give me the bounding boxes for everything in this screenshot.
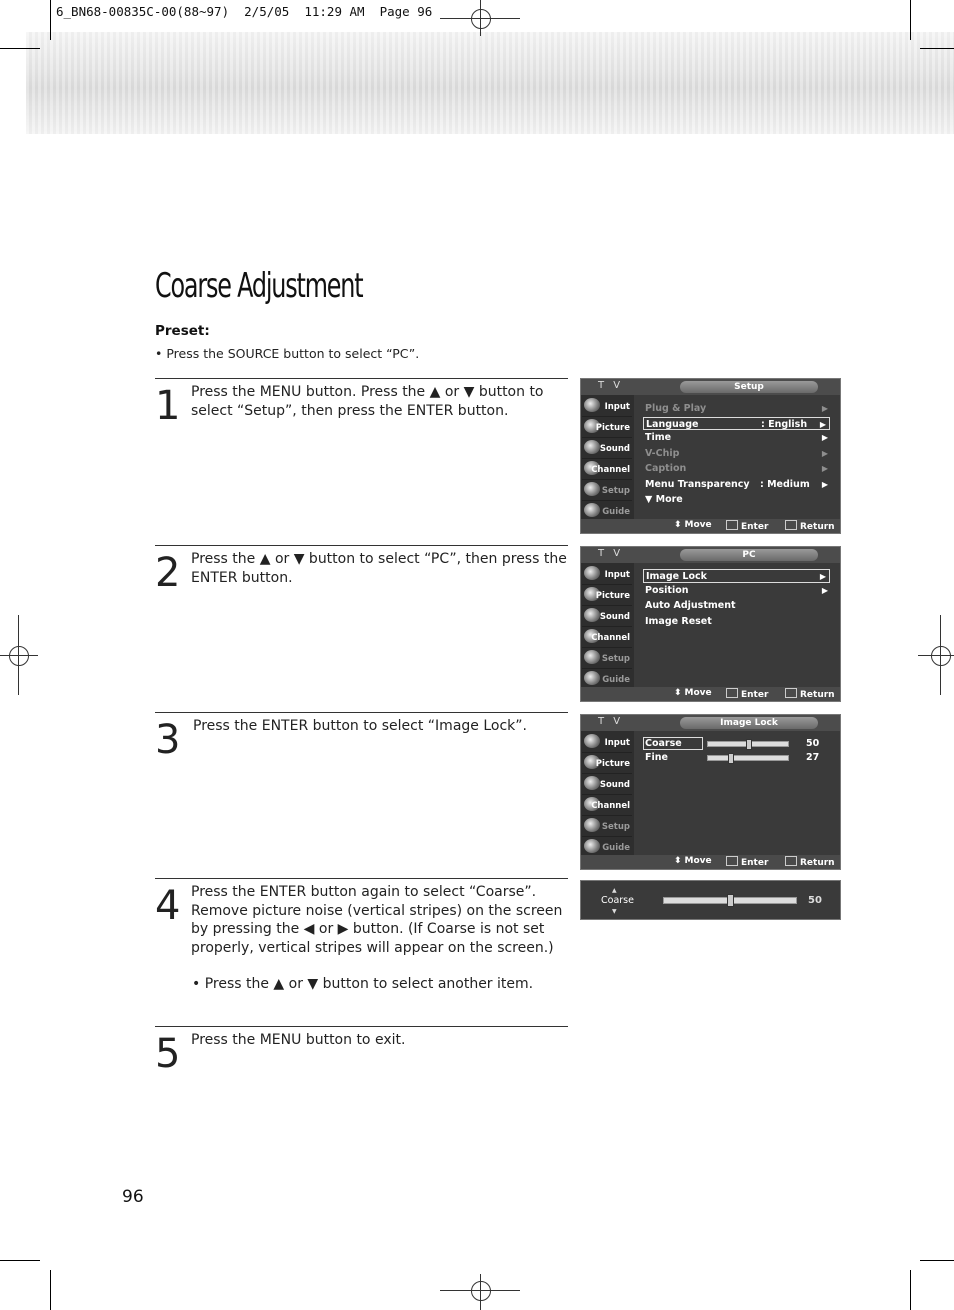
- menu-category-icon: [584, 776, 600, 790]
- osd-menu-row: [643, 430, 831, 446]
- chevron-right-icon: ▶: [819, 419, 826, 429]
- menu-category-icon: [584, 818, 600, 832]
- osd-sidebar: [581, 563, 634, 687]
- osd-sidebar-label: Input: [604, 402, 630, 412]
- osd-sidebar-label: Sound: [599, 444, 630, 454]
- menu-category-icon: [584, 566, 600, 580]
- osd-sidebar-item: [582, 649, 632, 669]
- menu-category-icon: [584, 839, 600, 853]
- osd-sidebar-item: [582, 481, 632, 501]
- menu-category-icon: [584, 734, 600, 748]
- step-number: 3: [155, 717, 181, 763]
- osd-sidebar-item: [582, 607, 632, 627]
- osd-sidebar-item: [582, 733, 632, 753]
- osd-pc-menu: [580, 546, 841, 702]
- osd-sidebar-label: Guide: [602, 843, 630, 853]
- osd-footer-item: [785, 520, 835, 532]
- osd-footer-label: Enter: [741, 858, 769, 868]
- osd-row-label: ▼ More: [645, 494, 683, 505]
- osd-coarse-bar: [580, 880, 841, 920]
- menu-category-icon: [584, 503, 600, 517]
- osd-row-label: Image Reset: [645, 615, 712, 627]
- step-5: [155, 1026, 568, 1087]
- step-3: [155, 712, 568, 873]
- osd-tv-label: T V: [598, 380, 624, 391]
- osd-menu-title: Image Lock: [680, 717, 818, 729]
- osd-sidebar-label: Setup: [601, 654, 630, 664]
- osd-sidebar-item: [582, 817, 632, 837]
- osd-slider-items: [643, 737, 831, 765]
- osd-footer: [581, 519, 840, 533]
- osd-menu-row: [643, 417, 830, 431]
- osd-slider-thumb: [728, 753, 734, 764]
- coarse-bar-thumb: [727, 894, 734, 907]
- osd-row-value: : English: [761, 418, 808, 430]
- menu-category-icon: [584, 398, 600, 412]
- enter-icon: [726, 520, 738, 530]
- osd-footer-item: [785, 856, 835, 868]
- osd-header: [581, 379, 840, 395]
- return-icon: [785, 688, 797, 698]
- osd-footer: [581, 855, 840, 869]
- osd-menu-items: [643, 401, 831, 508]
- osd-sidebar-label: Guide: [602, 675, 630, 685]
- osd-menu-row: [643, 446, 831, 462]
- osd-footer-item: [674, 688, 712, 698]
- osd-slider-track: [707, 741, 789, 747]
- osd-row-label: Caption: [645, 463, 687, 474]
- osd-slider-label: Fine: [645, 752, 668, 763]
- osd-menu-title: Setup: [680, 381, 818, 393]
- osd-footer-label: Enter: [741, 522, 769, 532]
- header-band: [26, 32, 954, 134]
- page-title: Coarse Adjustment: [155, 266, 363, 306]
- osd-sidebar-item: [582, 586, 632, 606]
- osd-menu-row: [643, 477, 831, 493]
- chevron-right-icon: ▶: [819, 572, 826, 581]
- osd-row-label: Position: [645, 584, 689, 596]
- osd-row-label: Menu Transparency: [645, 478, 750, 490]
- step-text: Press the ▲ or ▼ button to select “PC”, then press the ENTER button.: [191, 551, 567, 586]
- step-text: Press the MENU button. Press the ▲ or ▼ button to select “Setup”, then press the ENTER button.: [191, 384, 544, 419]
- osd-sidebar-item: [582, 754, 632, 774]
- coarse-bar-value: 50: [808, 895, 822, 906]
- step-text: Press the MENU button to exit.: [191, 1032, 406, 1048]
- osd-footer-label: Enter: [741, 690, 769, 700]
- osd-image-lock-menu: [580, 714, 841, 870]
- osd-sidebar-label: Channel: [591, 633, 630, 643]
- step-number: 2: [155, 550, 181, 596]
- step-2: [155, 545, 568, 706]
- osd-footer-label: Move: [684, 688, 712, 698]
- return-icon: [785, 520, 797, 530]
- move-icon: ⬍: [674, 688, 682, 698]
- osd-footer-label: Return: [800, 690, 835, 700]
- osd-menu-row: [643, 614, 831, 630]
- osd-row-label: Image Lock: [646, 571, 707, 582]
- chevron-right-icon: ▶: [821, 448, 828, 458]
- osd-sidebar-item: [582, 397, 632, 417]
- osd-footer-item: [674, 520, 712, 530]
- osd-menu-row: [643, 461, 831, 477]
- menu-category-icon: [584, 608, 600, 622]
- osd-sidebar: [581, 395, 634, 519]
- osd-sidebar-item: [582, 460, 632, 480]
- osd-sidebar-label: Picture: [595, 759, 630, 769]
- step-text: Press the ENTER button to select “Image Lock”.: [193, 718, 527, 734]
- osd-menu-row: [643, 583, 831, 599]
- osd-sidebar-label: Channel: [591, 801, 630, 811]
- osd-sidebar-label: Sound: [599, 612, 630, 622]
- menu-category-icon: [584, 482, 600, 496]
- chevron-right-icon: ▶: [821, 433, 828, 442]
- osd-menu-items: [643, 569, 831, 629]
- osd-sidebar-label: Picture: [595, 423, 630, 433]
- osd-sidebar-item: [582, 628, 632, 648]
- osd-menu-row: [643, 492, 831, 508]
- step-4: [155, 878, 568, 1019]
- up-arrow-icon: ▲: [612, 887, 617, 894]
- move-icon: ⬍: [674, 856, 682, 866]
- osd-menu-row: [643, 401, 831, 417]
- osd-slider-track: [707, 755, 789, 761]
- osd-sidebar-item: [582, 565, 632, 585]
- page-number: 96: [122, 1187, 144, 1207]
- print-slug: 6_BN68-00835C-00(88~97) 2/5/05 11:29 AM Page 96: [56, 4, 433, 19]
- osd-sidebar-label: Picture: [595, 591, 630, 601]
- osd-footer-item: [674, 856, 712, 866]
- osd-footer-item: [726, 688, 768, 700]
- osd-header: [581, 547, 840, 563]
- osd-sidebar-label: Setup: [601, 822, 630, 832]
- osd-footer-label: Move: [684, 856, 712, 866]
- osd-row-label: Auto Adjustment: [645, 600, 736, 611]
- coarse-bar-track: [663, 897, 797, 904]
- step-bullet: • Press the ▲ or ▼ button to select another item.: [192, 976, 534, 992]
- step-number: 5: [155, 1031, 181, 1077]
- coarse-bar-label: Coarse: [601, 895, 634, 906]
- chevron-right-icon: ▶: [821, 585, 828, 595]
- osd-menu-row: [643, 598, 831, 614]
- osd-row-label: V-Chip: [645, 447, 680, 459]
- step-number: 1: [155, 383, 181, 429]
- preset-label: Preset:: [155, 323, 210, 339]
- osd-sidebar-label: Channel: [591, 465, 630, 475]
- enter-icon: [726, 688, 738, 698]
- step-1: [155, 378, 568, 539]
- osd-sidebar-item: [582, 439, 632, 459]
- menu-category-icon: [584, 440, 600, 454]
- osd-sidebar: [581, 731, 634, 855]
- osd-row-label: Plug & Play: [645, 403, 707, 414]
- osd-sidebar-item: [582, 775, 632, 795]
- move-icon: ⬍: [674, 520, 682, 530]
- osd-sidebar-label: Input: [604, 738, 630, 748]
- osd-menu-row: [643, 569, 830, 583]
- menu-category-icon: [584, 671, 600, 685]
- step-text: Press the ENTER button again to select “Coarse”. Remove picture noise (vertical stripes) on the screen by pressing the ◀ or ▶ button. (If Coarse is not set properly, vertical stripes will appear on the screen.): [191, 884, 563, 956]
- osd-sidebar-label: Setup: [601, 486, 630, 496]
- preset-note: • Press the SOURCE button to select “PC”.: [155, 346, 420, 361]
- chevron-right-icon: ▶: [821, 404, 828, 413]
- osd-footer-item: [726, 520, 768, 532]
- osd-footer-label: Move: [684, 520, 712, 530]
- osd-row-value: : Medium: [760, 478, 810, 490]
- chevron-right-icon: ▶: [821, 479, 828, 489]
- osd-header: [581, 715, 840, 731]
- osd-footer-label: Return: [800, 522, 835, 532]
- osd-slider-value: 27: [806, 752, 820, 763]
- osd-row-label: Time: [645, 432, 672, 443]
- step-number: 4: [155, 883, 181, 929]
- osd-sidebar-label: Input: [604, 570, 630, 580]
- return-icon: [785, 856, 797, 866]
- osd-footer-label: Return: [800, 858, 835, 868]
- osd-footer: [581, 687, 840, 701]
- enter-icon: [726, 856, 738, 866]
- osd-sidebar-item: [582, 418, 632, 438]
- osd-slider-label: Coarse: [643, 737, 703, 750]
- osd-slider-row: [643, 751, 831, 765]
- menu-category-icon: [584, 650, 600, 664]
- osd-slider-row: [643, 737, 831, 751]
- chevron-right-icon: ▶: [821, 464, 828, 473]
- osd-setup-menu: [580, 378, 841, 534]
- osd-menu-title: PC: [680, 549, 818, 561]
- osd-sidebar-item: [582, 796, 632, 816]
- osd-row-label: Language: [646, 418, 699, 430]
- osd-footer-item: [785, 688, 835, 700]
- osd-sidebar-label: Sound: [599, 780, 630, 790]
- osd-tv-label: T V: [598, 548, 624, 559]
- osd-slider-thumb: [746, 739, 752, 750]
- osd-footer-item: [726, 856, 768, 868]
- osd-tv-label: T V: [598, 716, 624, 727]
- osd-sidebar-label: Guide: [602, 507, 630, 517]
- osd-slider-value: 50: [806, 738, 820, 749]
- down-arrow-icon: ▼: [612, 908, 617, 915]
